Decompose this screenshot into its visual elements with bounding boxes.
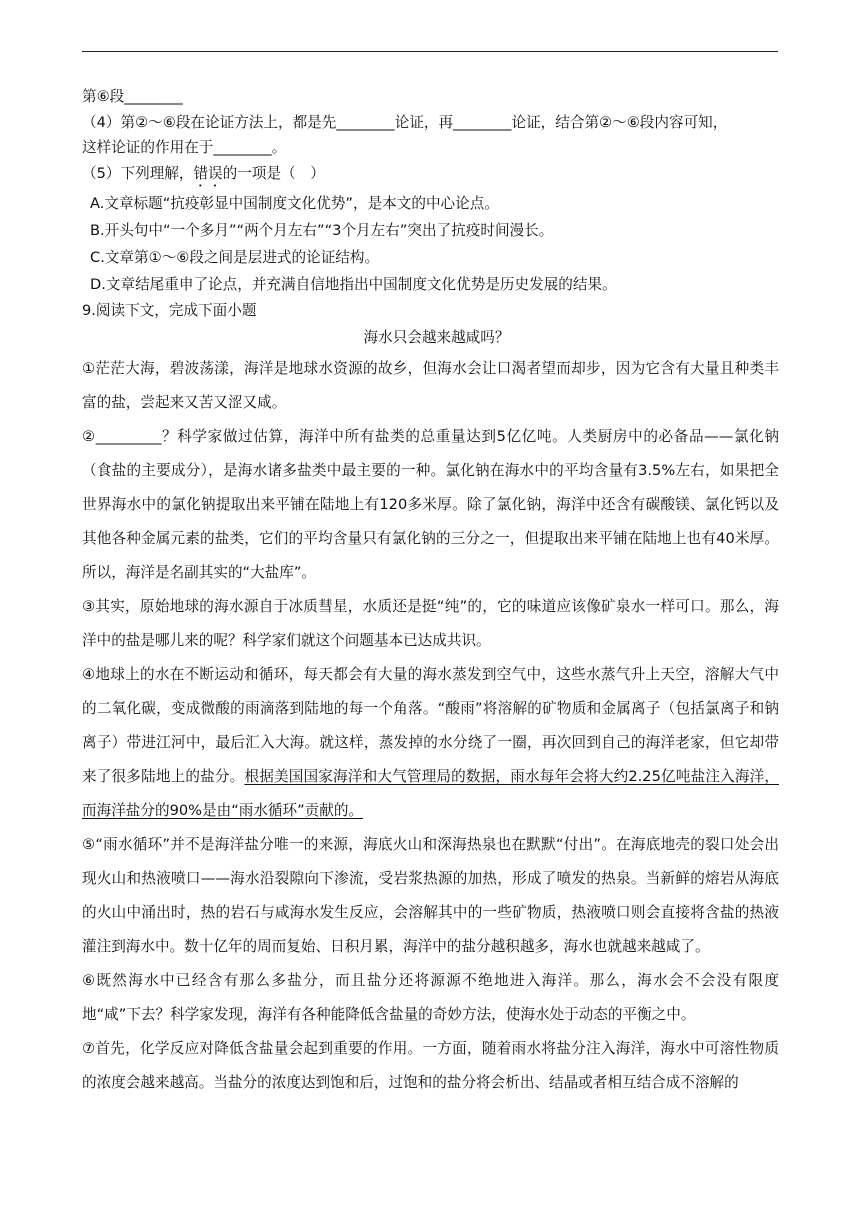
q8-q4-line2: 这样论证的作用在于________。 bbox=[82, 139, 287, 156]
q5-stem-emphasis: 错误 bbox=[193, 164, 223, 182]
paragraph-1: ①茫茫大海，碧波荡漾，海洋是地球水资源的故乡，但海水会让口渴者望而却步，因为它含有大量且种类丰富的盐，尝起来又苦又涩又咸。 bbox=[82, 360, 779, 411]
paragraph-4-underlined-sentence: 根据美国国家海洋和大气管理局的数据，雨水每年会将大约2.25亿吨盐注入海洋，而海洋盐分的90%是由“雨水循环”贡献的。 bbox=[82, 768, 779, 819]
paragraph-7: ⑦首先，化学反应对降低含盐量会起到重要的作用。一方面，随着雨水将盐分注入海洋，海水中可溶性物质的浓度会越来越高。当盐分的浓度达到饱和后，过饱和的盐分将会析出、结晶或者相互结合成不溶解的 bbox=[82, 1040, 779, 1091]
paragraph-4-main: ④地球上的水在不断运动和循环，每天都会有大量的海水蒸发到空气中，这些水蒸气升上天空，溶解大气中的二氧化碳，变成微酸的雨滴落到陆地的每一个角落。“酸雨”将溶解的矿物质和金属离子（包括氯离子和钠离子）带进江河中，最后汇入大海。就这样，蒸发掉的水分绕了一圈，再次回到自己的海洋老家，但它却带来了很多陆地上的盐分。 bbox=[82, 666, 779, 785]
article-title: 海水只会越来越咸吗？ bbox=[363, 329, 510, 346]
paragraph-5: ⑤“雨水循环”并不是海洋盐分唯一的来源，海底火山和深海热泉也在默默“付出”。在海底地壳的裂口处会出现火山和热液喷口——海水沿裂隙向下渗流，受岩浆热源的加热，形成了喷发的热泉。当新鲜的熔岩从海底的火山中涌出时，热的岩石与咸海水发生反应，会溶解其中的一些矿物质，热液喷口则会直接将含盐的热液灌注到海水中。数十亿年的周而复始、日积月累，海洋中的盐分越积越多，海水也就越来越咸了。 bbox=[82, 836, 779, 955]
paragraph-2: ②_________？科学家做过估算，海洋中所有盐类的总重量达到5亿亿吨。人类厨房中的必备品——氯化钠（食盐的主要成分），是海水诸多盐类中最主要的一种。氯化钠在海水中的平均含量有3.5%左右，如果把全世界海水中的氯化钠提取出来平铺在陆地上有120多米厚。除了氯化钠，海洋中还含有碳酸镁、氯化钙以及其他各种金属元素的盐类，它们的平均含量只有氯化钠的三分之一，但提取出来平铺在陆地上也有40米厚。所以，海洋是名副其实的“大盐库”。 bbox=[82, 428, 779, 581]
q9-intro: 9.阅读下文，完成下面小题 bbox=[82, 301, 257, 319]
q5-stem-pre: （5）下列理解， bbox=[82, 164, 194, 182]
q5-stem-post: 的一项是（ ） bbox=[222, 164, 325, 182]
page-content bbox=[82, 84, 779, 1100]
q8-segment6-line: 第⑥段________ bbox=[82, 88, 183, 105]
q5-option-a: A.文章标题“抗疫彰显中国制度文化优势”，是本文的中心论点。 bbox=[90, 194, 499, 212]
q5-option-c: C.文章第①～⑥段之间是层进式的论证结构。 bbox=[90, 248, 380, 266]
q8-q5-stem bbox=[82, 161, 779, 190]
q5-option-b: B.开头句中“一个多月”“两个月左右”“3个月左右”突出了抗疫时间漫长。 bbox=[90, 221, 554, 239]
paragraph-3: ③其实，原始地球的海水源自于冰质彗星，水质还是挺“纯”的，它的味道应该像矿泉水一样可口。那么，海洋中的盐是哪儿来的呢？科学家们就这个问题基本已达成共识。 bbox=[82, 598, 779, 649]
paragraph-6: ⑥既然海水中已经含有那么多盐分，而且盐分还将源源不绝地进入海洋。那么，海水会不会没有限度地“咸”下去？科学家发现，海洋有各种能降低含盐量的奇妙方法，使海水处于动态的平衡之中。 bbox=[82, 972, 779, 1023]
q5-option-d: D.文章结尾重申了论点，并充满自信地指出中国制度文化优势是历史发展的结果。 bbox=[90, 275, 617, 293]
header-rule bbox=[82, 51, 778, 52]
q8-q4-line1: （4）第②～⑥段在论证方法上，都是先________论证，再________论证，结合第②～⑥段内容可知， bbox=[82, 113, 728, 131]
paragraph-4 bbox=[82, 658, 779, 828]
